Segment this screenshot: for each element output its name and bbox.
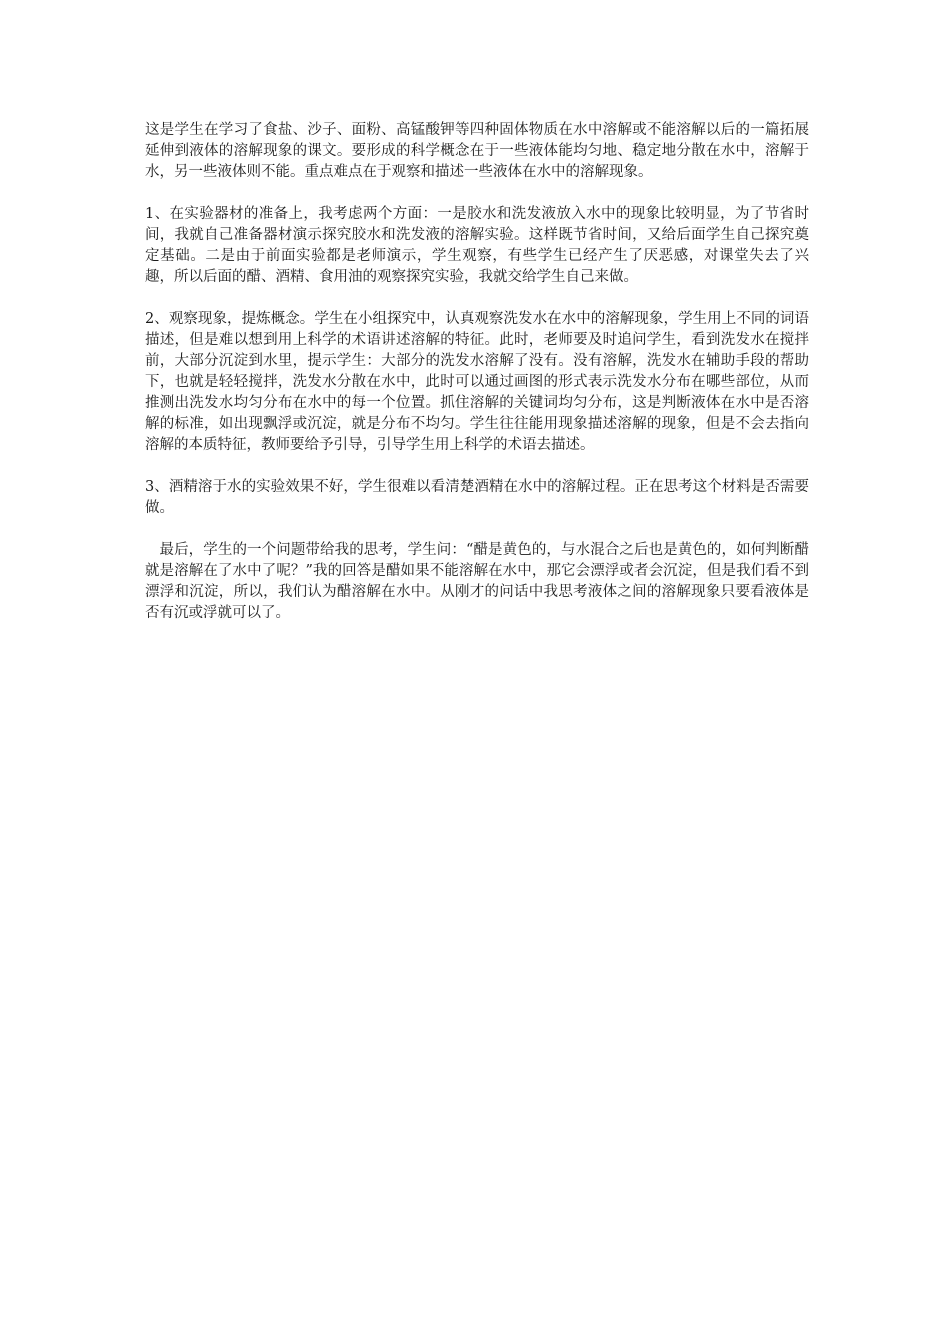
paragraph-point-2: 2、观察现象，提炼概念。学生在小组探究中，认真观察洗发水在水中的溶解现象，学生用上不同的词语描述，但是难以想到用上科学的术语讲述溶解的特征。此时，老师要及时追问学生，看到洗发水在搅拌前，大部分沉淀到水里，提示学生：大部分的洗发水溶解了没有。没有溶解，洗发水在辅助手段的帮助下，也就是轻轻搅拌，洗发水分散在水中，此时可以通过画图的形式表示洗发水分布在哪些部位，从而推测出洗发水均匀分布在水中的每一个位置。抓住溶解的关键词均匀分布，这是判断液体在水中是否溶解的标准，如出现飘浮或沉淀，就是分布不均匀。学生往往能用现象描述溶解的现象，但是不会去指向溶解的本质特征，教师要给予引导，引导学生用上科学的术语去描述。 [145,311,809,453]
paragraph-conclusion: 最后，学生的一个问题带给我的思考，学生问：“醋是黄色的，与水混合之后也是黄色的，如何判断醋就是溶解在了水中了呢？”我的回答是醋如果不能溶解在水中，那它会漂浮或者会沉淀，但是我们看不到漂浮和沉淀，所以，我们认为醋溶解在水中。从刚才的问话中我思考液体之间的溶解现象只要看液体是否有沉或浮就可以了。 [145,542,809,621]
document-body [145,120,809,645]
paragraph-intro: 这是学生在学习了食盐、沙子、面粉、高锰酸钾等四种固体物质在水中溶解或不能溶解以后的一篇拓展延伸到液体的溶解现象的课文。要形成的科学概念在于一些液体能均匀地、稳定地分散在水中，溶解于水，另一些液体则不能。重点难点在于观察和描述一些液体在水中的溶解现象。 [145,122,809,180]
paragraph-point-3: 3、酒精溶于水的实验效果不好，学生很难以看清楚酒精在水中的溶解过程。正在思考这个材料是否需要做。 [145,479,809,516]
paragraph-point-1: 1、在实验器材的准备上，我考虑两个方面：一是胶水和洗发液放入水中的现象比较明显，为了节省时间，我就自己准备器材演示探究胶水和洗发液的溶解实验。这样既节省时间，又给后面学生自己探究奠定基础。二是由于前面实验都是老师演示，学生观察，有些学生已经产生了厌恶感，对课堂失去了兴趣，所以后面的醋、酒精、食用油的观察探究实验，我就交给学生自己来做。 [145,206,809,285]
